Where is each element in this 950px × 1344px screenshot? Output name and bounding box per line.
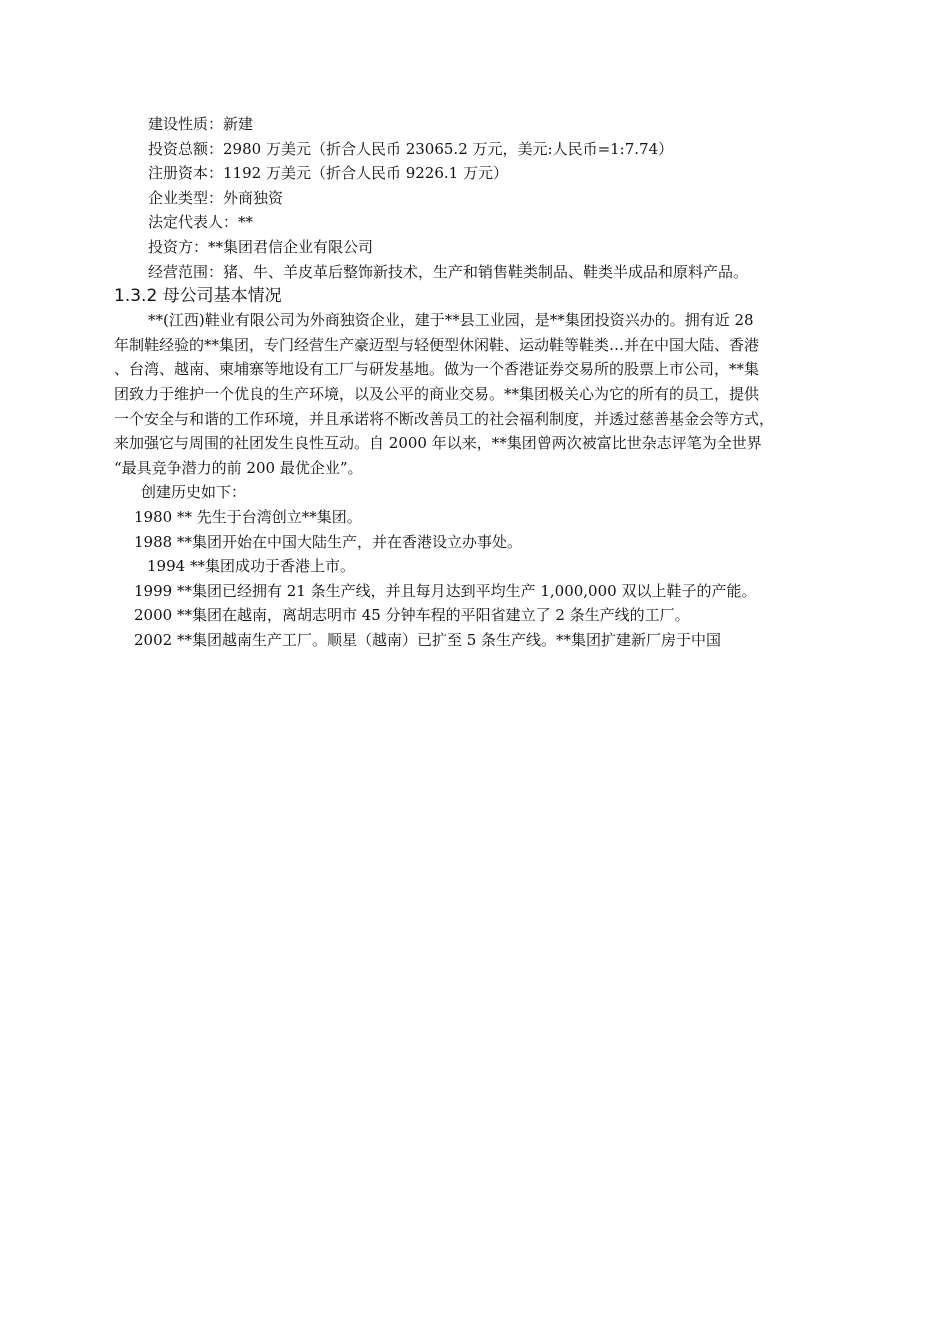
parent-company-paragraph <box>114 308 839 480</box>
paragraph-line: 一个安全与和谐的工作环境，并且承诺将不断改善员工的社会福利制度，并透过慈善基金会等方式， <box>114 409 775 428</box>
paragraph-line: 团致力于维护一个优良的生产环境，以及公平的商业交易。**集团极关心为它的所有的员工，提供 <box>114 384 760 403</box>
section-heading: 1.3.2 母公司基本情况 <box>114 286 282 307</box>
history-item: 1988 **集团开始在中国大陆生产，并在香港设立办事处。 <box>134 532 522 551</box>
investor: 投资方：**集团君信企业有限公司 <box>148 237 374 256</box>
paragraph-line: “最具竞争潜力的前 200 最优企业”。 <box>114 458 363 477</box>
paragraph-line: 年制鞋经验的**集团，专门经营生产豪迈型与轻便型休闲鞋、运动鞋等鞋类…并在中国大陆、香港 <box>114 335 760 354</box>
paragraph-line: 、台湾、越南、柬埔寨等地设有工厂与研发基地。做为一个香港证券交易所的股票上市公司，**集 <box>114 360 760 379</box>
company-type: 企业类型：外商独资 <box>148 188 284 207</box>
registered-capital: 注册资本：1192 万美元（折合人民币 9226.1 万元） <box>148 164 508 183</box>
history-item: 2002 **集团越南生产工厂。顺星（越南）已扩至 5 条生产线。**集团扩建新厂房于中国 <box>134 630 722 649</box>
construction-nature: 建设性质：新建 <box>148 115 254 133</box>
document-content <box>114 112 839 652</box>
history-title: 创建历史如下： <box>141 483 247 502</box>
business-scope: 经营范围：猪、牛、羊皮革后整饰新技术，生产和销售鞋类制品、鞋类半成品和原料产品。 <box>148 262 749 281</box>
paragraph-line: **(江西)鞋业有限公司为外商独资企业，建于**县工业园，是**集团投资兴办的。拥有近 28 <box>148 311 754 330</box>
legal-representative: 法定代表人：** <box>148 213 254 232</box>
history-item: 2000 **集团在越南，离胡志明市 45 分钟车程的平阳省建立了 2 条生产线的工厂。 <box>134 606 690 625</box>
history-item: 1999 **集团已经拥有 21 条生产线，并且每月达到平均生产 1,000,000 双以上鞋子的产能。 <box>134 581 757 600</box>
paragraph-line: 来加强它与周围的社团发生良性互动。自 2000 年以来，**集团曾两次被富比世杂志评笔为全世界 <box>114 434 762 453</box>
history-item: 1980 ** 先生于台湾创立**集团。 <box>134 507 362 526</box>
total-investment: 投资总额：2980 万美元（折合人民币 23065.2 万元，美元:人民币=1:7.74） <box>148 139 674 158</box>
history-item: 1994 **集团成功于香港上市。 <box>147 557 355 576</box>
